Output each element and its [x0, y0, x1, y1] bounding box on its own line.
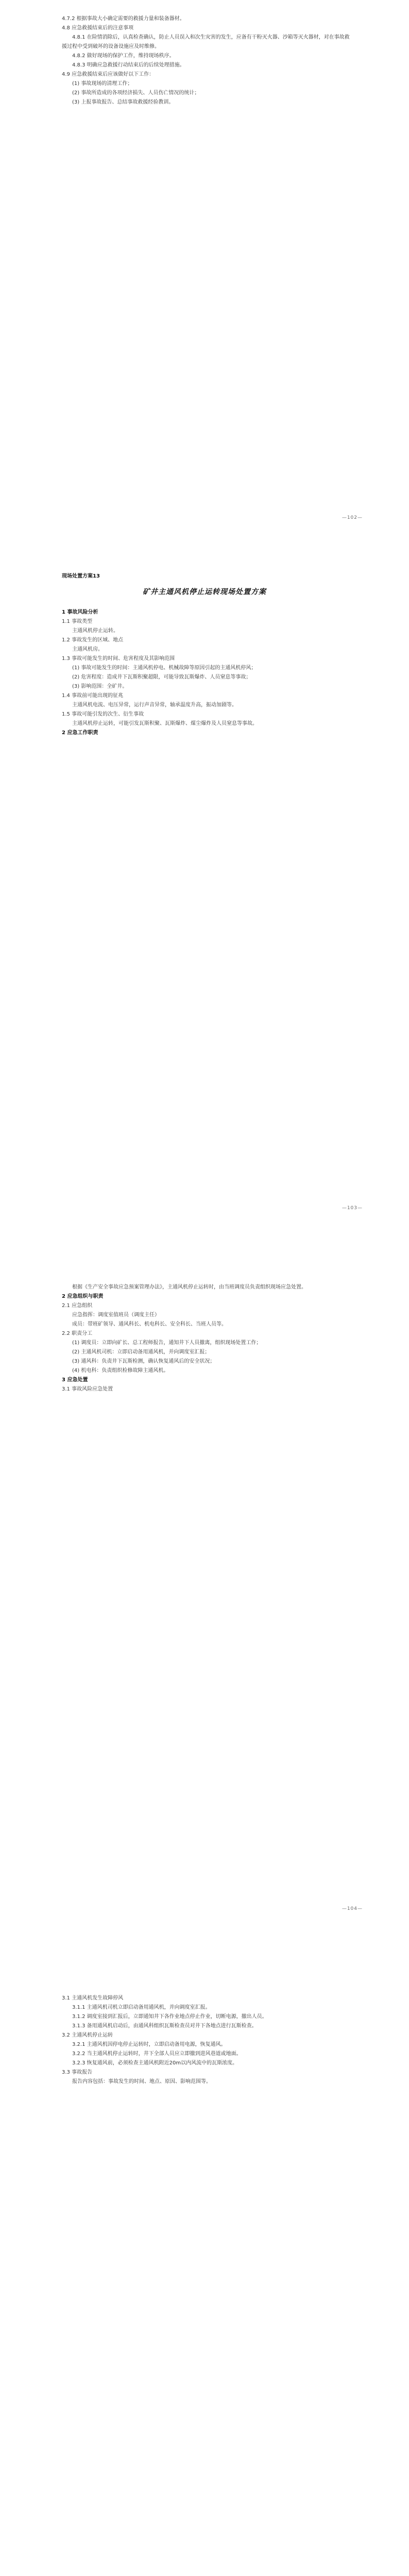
- document-page-3: [0, 1273, 409, 1942]
- text-line: (2) 事故所造成的各项经济损失、人员伤亡情况的统计；: [72, 90, 200, 96]
- page-number: —103—: [342, 1206, 363, 1211]
- text-line: 2.2 职责分工: [62, 1331, 93, 1336]
- text-line: 主通风机电流、电压异常，运行声音异常，轴承温度升高，振动加剧等。: [72, 702, 237, 708]
- text-line: 根据《生产安全事故应急预案管理办法》，主通风机停止运转时，由当班调度员负责组织现场应急处置。: [72, 1284, 306, 1290]
- text-line: (2) 主通风机司机：立即启动备用通风机，并向调度室汇报；: [72, 1349, 210, 1355]
- text-line: 4.8.1 在险情消除后，认真检查确认，防止人员误入和次生灾害的发生，应备有干粉灭火器、沙箱等灭火器材，对在事故救援过程中受到破坏的设备设施应及时维修。: [62, 35, 350, 49]
- text-line: 3.1.2 调度室接到汇报后，立即通知井下各作业地点停止作业，切断电源，撤出人员。: [72, 2014, 267, 2020]
- text-line: 3.2.1 主通风机因停电停止运转时，立即启动备用电源，恢复通风。: [72, 2042, 226, 2047]
- text-line: 主通风机停止运转。: [72, 628, 118, 634]
- text-line: 4.7.2 根据事故大小确定需要的救援力量和装备器材。: [62, 16, 185, 22]
- text-line: 3.1 事故风险应急处置: [62, 1386, 113, 1392]
- text-line: 4.8.2 做好现场的保护工作，维持现场秩序。: [72, 53, 175, 59]
- text-line: 3.1.3 备用通风机启动后，由通风科组织瓦斯检查员对井下各地点进行瓦斯检查。: [72, 2023, 257, 2029]
- text-line: (4) 机电科：负责组织检修故障主通风机。: [72, 1368, 169, 1374]
- text-line: 3 应急处置: [62, 1377, 88, 1383]
- text-line: 主通风机房。: [72, 647, 103, 652]
- text-line: (3) 影响范围：全矿井。: [72, 684, 128, 689]
- page-number: —104—: [342, 1906, 363, 1911]
- text-line: 3.2 主通风机停止运转: [62, 2032, 113, 2038]
- text-line: (1) 事故可能发生的时间：主通风机停电、机械故障等原因引起的主通风机停风；: [72, 665, 257, 671]
- text-line: 1.5 事故可能引发的次生、衍生事故: [62, 711, 144, 717]
- page-1-body: [62, 14, 352, 107]
- text-line: (1) 调度员：立即向矿长、总工程师报告，通知井下人员撤离，组织现场处置工作；: [72, 1340, 262, 1346]
- text-line: 1.3 事故可能发生的时间、危害程度及其影响范围: [62, 656, 175, 662]
- text-line: 4.9 应急救援结束后应该做好以下工作：: [62, 72, 155, 77]
- text-line: 1.1 事故类型: [62, 619, 93, 624]
- text-line: 报告内容包括：事故发生的时间、地点、原因、影响范围等。: [72, 2079, 211, 2084]
- text-line: 主通风机停止运转，可能引发瓦斯积聚、瓦斯爆炸、煤尘爆炸及人员窒息等事故。: [72, 721, 258, 726]
- document-page-2: [0, 562, 409, 1242]
- page-4-body: [62, 1994, 352, 2087]
- text-line: 3.2.2 当主通风机停止运转时，井下全部人员应立即撤到进风巷道或地面。: [72, 2051, 242, 2057]
- text-line: 3.1.1 主通风机司机立即启动备用通风机，并向调度室汇报。: [72, 2005, 211, 2010]
- text-line: 3.1 主通风机发生故障停风: [62, 1995, 124, 2001]
- text-line: (3) 上报事故报告、总结事故救援经验教训。: [72, 99, 174, 105]
- page-title: 矿井主通风机停止运转现场处置方案: [143, 588, 266, 596]
- section-label: 现场处置方案13: [62, 573, 100, 579]
- text-line: 成员：带班矿领导、通风科长、机电科长、安全科长、当班人员等。: [72, 1321, 227, 1327]
- text-line: 2.1 应急组织: [62, 1303, 93, 1309]
- text-line: (2) 危害程度：造成井下瓦斯积聚超限，可能导致瓦斯爆炸、人员窒息等事故；: [72, 674, 251, 680]
- text-line: 3.2.3 恢复通风前，必须检查主通风机附近20m以内风流中的瓦斯浓度。: [72, 2060, 238, 2066]
- text-line: 1.4 事故前可能出现的征兆: [62, 693, 124, 699]
- page-number: —102—: [342, 515, 363, 520]
- text-line: 2 应急组织与职责: [62, 1294, 104, 1299]
- text-line: 应急指挥：调度室值班员（调度主任）: [72, 1312, 160, 1318]
- document-page-1: [0, 0, 409, 556]
- document-page-4: [0, 1984, 409, 2576]
- page-2-body: [62, 608, 352, 738]
- page-3-body: [62, 1283, 352, 1394]
- text-line: 2 应急工作职责: [62, 730, 98, 736]
- text-line: 4.8 应急救援结束后的注意事项: [62, 25, 134, 31]
- text-line: 1 事故风险分析: [62, 609, 98, 615]
- text-line: (3) 通风科：负责井下瓦斯检测，确认恢复通风后的安全状况；: [72, 1359, 215, 1364]
- text-line: (1) 事故现场的清理工作；: [72, 81, 133, 87]
- text-line: 1.2 事故发生的区域、地点: [62, 637, 124, 643]
- text-line: 4.8.3 明确应急救援行动结束后的后续处理措施。: [72, 62, 185, 68]
- text-line: 3.3 事故报告: [62, 2070, 93, 2075]
